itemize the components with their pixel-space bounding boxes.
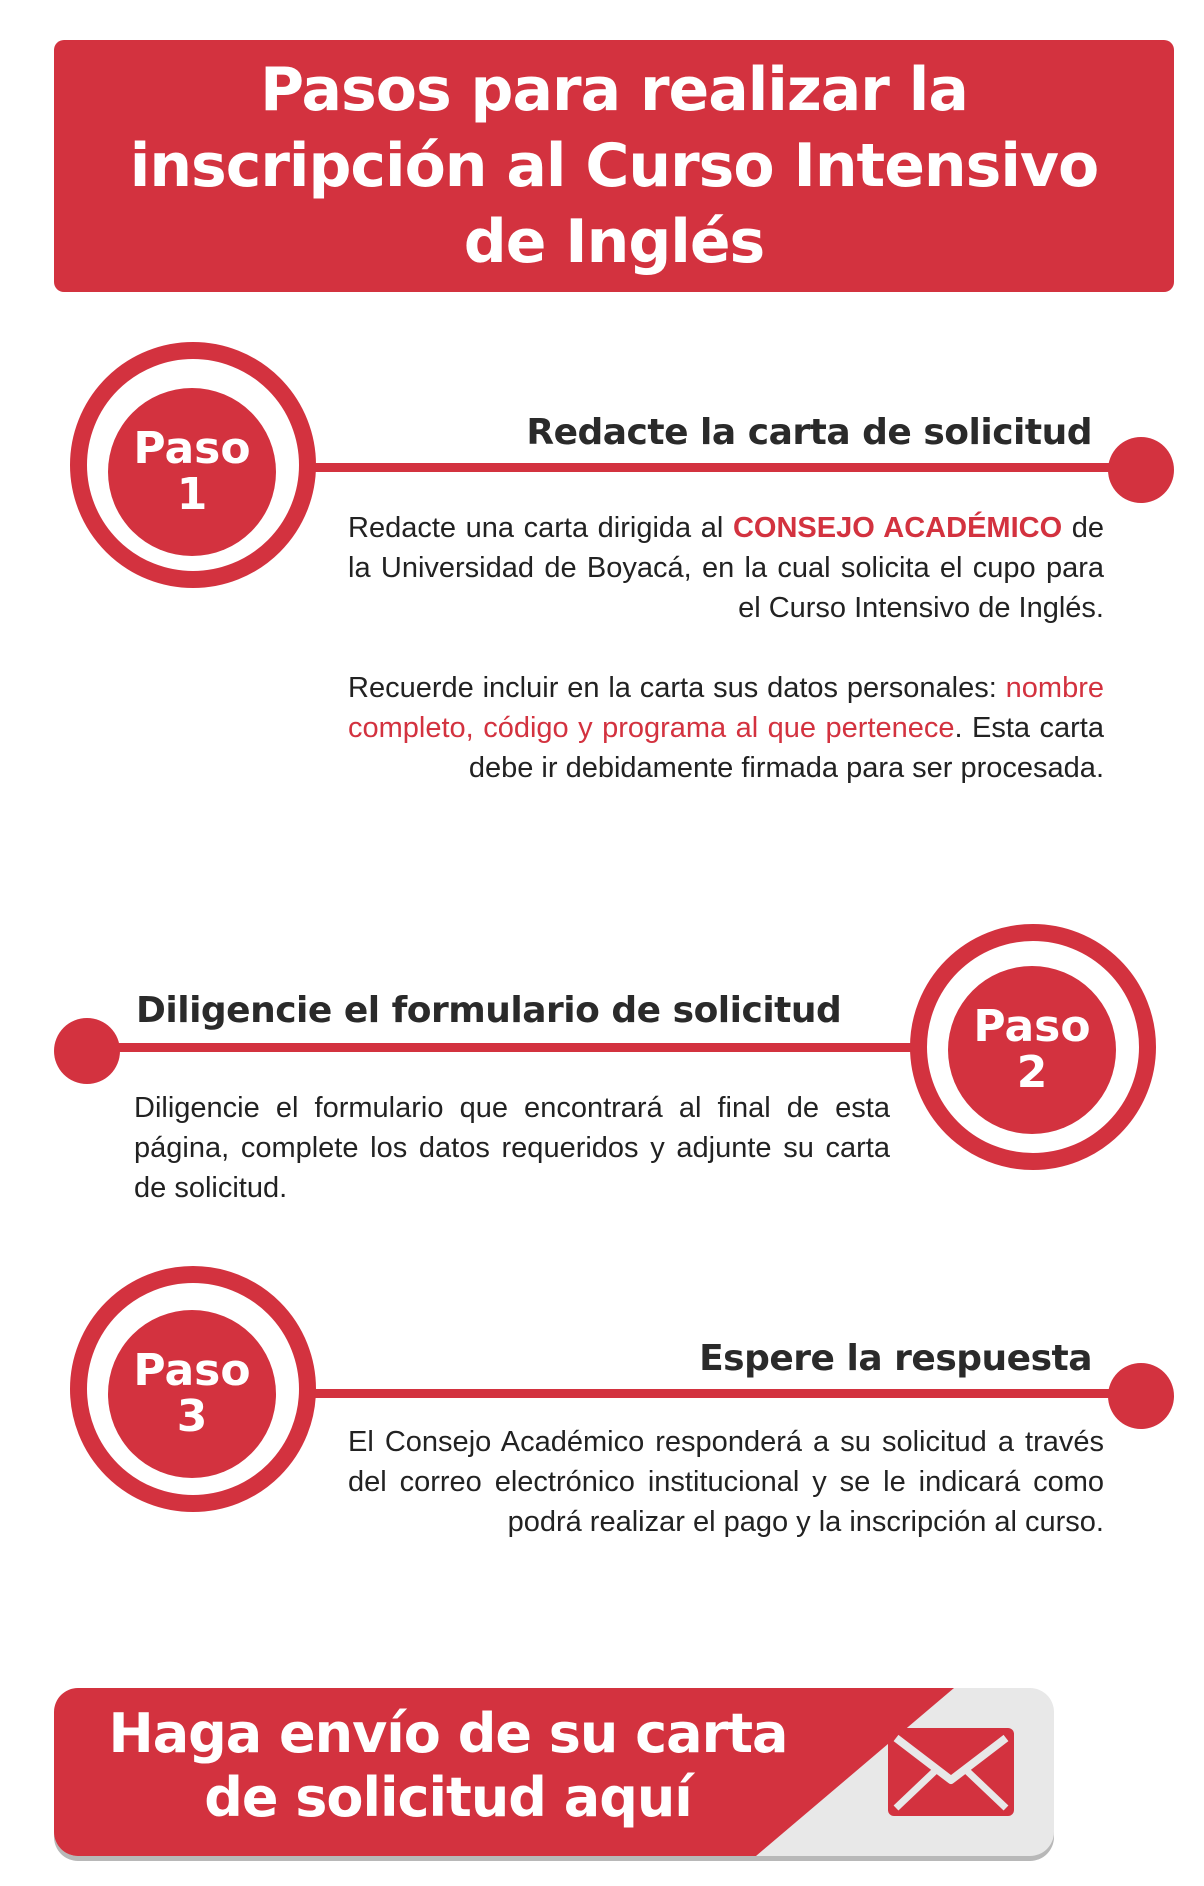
- step-3-body: [348, 1422, 1104, 1542]
- step-1-title: Redacte la carta de solicitud: [526, 412, 1092, 453]
- page-header: [54, 40, 1174, 292]
- step-3-label: Paso: [133, 1345, 251, 1396]
- step-2-paragraph: Diligencie el formulario que encontrará al final de esta página, complete los datos requeridos y adjunte su carta de solicitud.: [134, 1092, 890, 1204]
- step-3-end-dot: [1108, 1363, 1174, 1429]
- envelope-icon: [884, 1724, 1018, 1820]
- consejo-academico-highlight: CONSEJO ACADÉMICO: [732, 512, 1063, 544]
- step-1-badge: [108, 388, 276, 556]
- step-3-paragraph: El Consejo Académico responderá a su solicitud a través del correo electrónico institucional y se le indicará como podrá realizar el pago y la inscripción al curso.: [348, 1426, 1104, 1538]
- personal-data-highlight: nombre completo, código y programa al que pertenece: [348, 672, 1104, 744]
- step-3-number: 3: [176, 1391, 208, 1442]
- step-2-badge: [948, 966, 1116, 1134]
- send-letter-button-label: [78, 1702, 818, 1830]
- step-2-title: Diligencie el formulario de solicitud: [136, 990, 842, 1031]
- step-2-label: Paso: [973, 1001, 1091, 1052]
- step-2-number: 2: [1016, 1047, 1048, 1098]
- step-3-connector-line: [310, 1389, 1140, 1398]
- step-1-end-dot: [1108, 437, 1174, 503]
- step-1-number: 1: [176, 469, 208, 520]
- title-line-2: inscripción al Curso Intensivo: [129, 131, 1099, 201]
- cta-line-1: Haga envío de su carta: [108, 1702, 788, 1765]
- step-3-badge: [108, 1310, 276, 1478]
- step-2-body: [134, 1088, 890, 1208]
- title-line-1: Pasos para realizar la: [260, 55, 968, 125]
- step-1-paragraph-2: Recuerde incluir en la carta sus datos personales: nombre completo, código y programa al que pertenece. Esta carta debe ir debidamente firmada para ser procesada.: [348, 672, 1104, 784]
- step-3-title: Espere la respuesta: [699, 1338, 1092, 1379]
- cta-line-2: de solicitud aquí: [204, 1766, 692, 1829]
- step-1-label: Paso: [133, 423, 251, 474]
- title-line-3: de Inglés: [463, 207, 765, 277]
- send-letter-button[interactable]: [54, 1688, 1054, 1856]
- step-2-end-dot: [54, 1018, 120, 1084]
- page-title: [130, 52, 1098, 280]
- step-1-body: [348, 508, 1104, 788]
- step-1-connector-line: [310, 463, 1140, 472]
- step-1-paragraph-1: Redacte una carta dirigida al CONSEJO ACADÉMICO de la Universidad de Boyacá, en la cual solicita el cupo para el Curso Intensivo de Inglés.: [348, 512, 1104, 624]
- step-2-connector-line: [80, 1043, 920, 1052]
